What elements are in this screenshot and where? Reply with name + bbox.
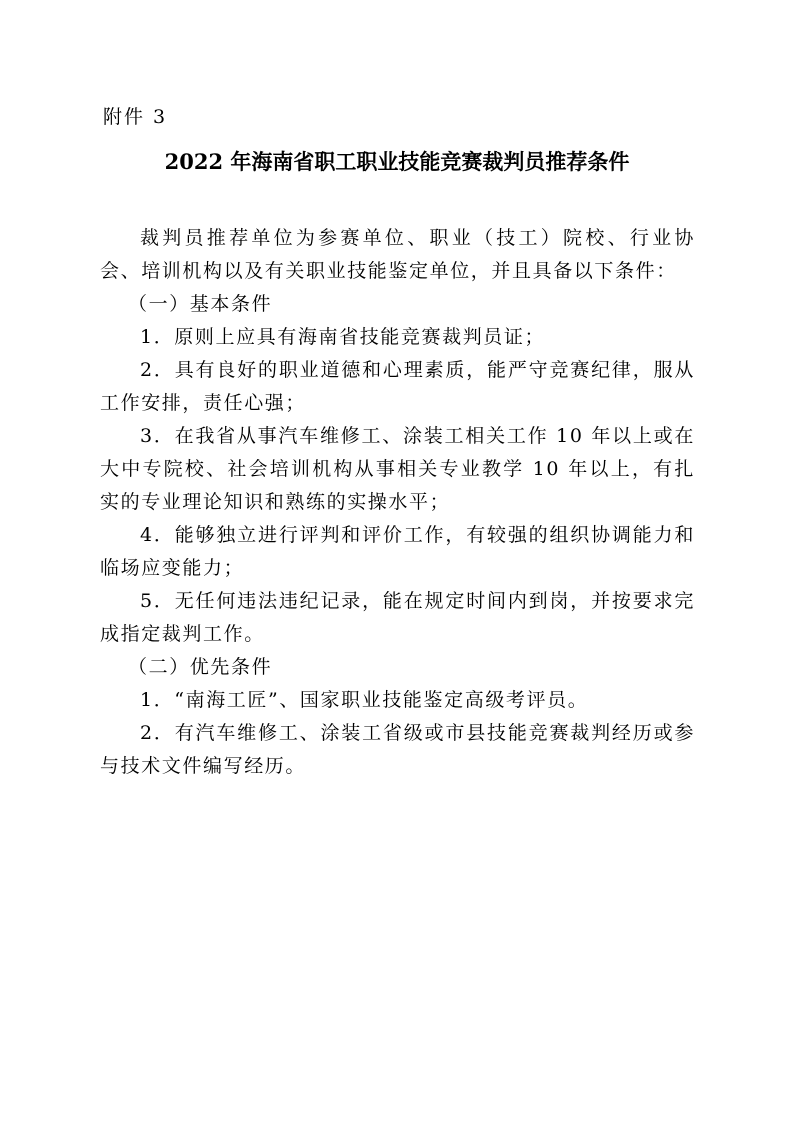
basic-condition-item: 3．在我省从事汽车维修工、涂装工相关工作 10 年以上或在大中专院校、社会培训机构从事相关专业教学 10 年以上，有扎实的专业理论知识和熟练的实操水平； [100,425,695,513]
document-body [100,222,695,783]
priority-condition-item: 1．“南海工匠”、国家职业技能鉴定高级考评员。 [140,689,589,711]
basic-condition-item: 5．无任何违法违纪记录，能在规定时间内到岗，并按要求完成指定裁判工作。 [100,590,695,645]
intro-paragraph: 裁判员推荐单位为参赛单位、职业（技工）院校、行业协会、培训机构以及有关职业技能鉴定单位，并且具备以下条件： [100,227,695,282]
basic-condition-item: 1．原则上应具有海南省技能竞赛裁判员证； [140,326,546,348]
attachment-label: 附件 3 [103,106,168,128]
section-priority-heading: （二）优先条件 [128,656,273,678]
priority-condition-item: 2．有汽车维修工、涂装工省级或市县技能竞赛裁判经历或参与技术文件编写经历。 [100,722,695,777]
document-title: 2022 年海南省职工职业技能竞赛裁判员推荐条件 [164,149,630,174]
section-basic-heading: （一）基本条件 [128,293,273,315]
basic-condition-item: 4．能够独立进行评判和评价工作，有较强的组织协调能力和临场应变能力； [100,524,695,579]
basic-condition-item: 2．具有良好的职业道德和心理素质，能严守竞赛纪律，服从工作安排，责任心强； [100,359,695,414]
